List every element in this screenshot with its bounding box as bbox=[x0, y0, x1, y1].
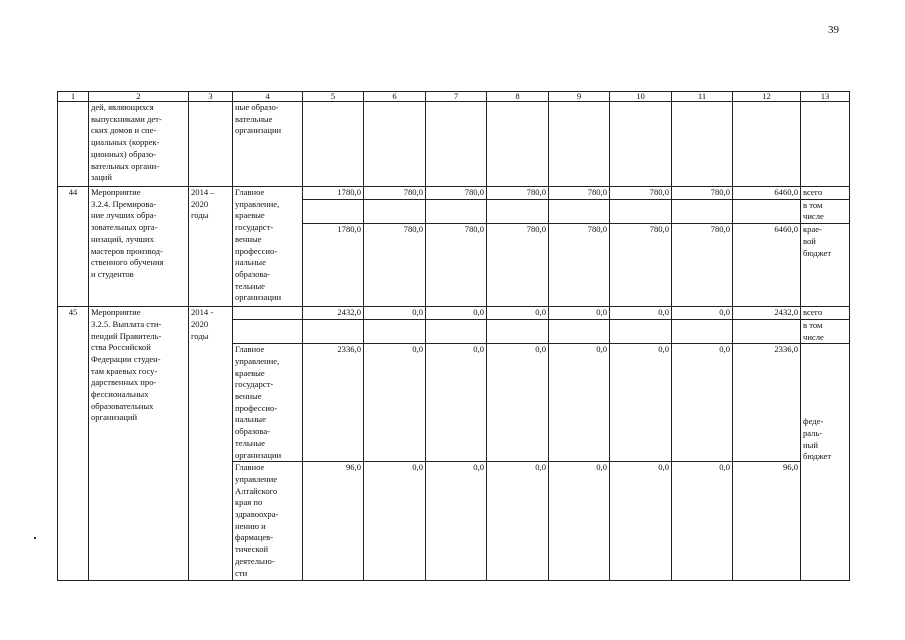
value-cell: 0,0 bbox=[364, 344, 426, 462]
cell-empty bbox=[549, 199, 610, 223]
activity-name-cell: Мероприятие 3.2.4. Премирова- ние лучших обра- зовательных орга- низаций, лучших мастеров производ- ственного обучения и студентов bbox=[89, 187, 189, 307]
table-row-continuation bbox=[58, 102, 850, 187]
cell-empty bbox=[610, 319, 672, 343]
value-cell: 780,0 bbox=[487, 224, 549, 307]
value-cell: 0,0 bbox=[610, 344, 672, 462]
funding-source-cell: всего bbox=[801, 187, 850, 200]
cell-empty bbox=[549, 102, 610, 187]
cell-empty bbox=[610, 102, 672, 187]
value-cell: 0,0 bbox=[672, 462, 733, 581]
value-cell: 2336,0 bbox=[733, 344, 801, 462]
cell-empty bbox=[364, 319, 426, 343]
value-cell: 780,0 bbox=[487, 187, 549, 200]
value-cell: 0,0 bbox=[364, 307, 426, 320]
column-header: 2 bbox=[89, 92, 189, 102]
cell-empty bbox=[58, 102, 89, 187]
executor-cell: Главное управление, краевые государст- венные профессио- нальные образова- тельные организации bbox=[233, 344, 303, 462]
cell-empty bbox=[487, 102, 549, 187]
cell-empty bbox=[303, 199, 364, 223]
cell-empty bbox=[672, 319, 733, 343]
cell-empty bbox=[364, 102, 426, 187]
column-header: 8 bbox=[487, 92, 549, 102]
cell-empty bbox=[426, 102, 487, 187]
column-header: 5 bbox=[303, 92, 364, 102]
value-cell: 2336,0 bbox=[303, 344, 364, 462]
table-row-44-total bbox=[58, 187, 850, 200]
value-cell: 2432,0 bbox=[733, 307, 801, 320]
activity-name-cell: Мероприятие 3.2.5. Выплата сти- пендий Правитель- ства Российской Федерации студен- там краевых госу- дарственных про- фессиональных образовательных организаций bbox=[89, 307, 189, 581]
cell-empty bbox=[303, 319, 364, 343]
value-cell: 6460,0 bbox=[733, 187, 801, 200]
funding-source-cell: всего bbox=[801, 307, 850, 320]
value-cell: 0,0 bbox=[672, 344, 733, 462]
cell-empty bbox=[426, 319, 487, 343]
column-header: 9 bbox=[549, 92, 610, 102]
value-cell: 780,0 bbox=[364, 187, 426, 200]
page-number: 39 bbox=[828, 24, 839, 36]
cell-empty bbox=[733, 199, 801, 223]
cell-empty bbox=[487, 199, 549, 223]
value-cell: 1780,0 bbox=[303, 224, 364, 307]
cell-empty bbox=[610, 199, 672, 223]
column-header: 3 bbox=[189, 92, 233, 102]
value-cell: 780,0 bbox=[610, 187, 672, 200]
row-number-cell: 45 bbox=[58, 307, 89, 581]
value-cell: 0,0 bbox=[487, 462, 549, 581]
cell-empty bbox=[303, 102, 364, 187]
column-number-row bbox=[58, 92, 850, 102]
scan-speck bbox=[34, 537, 36, 539]
row-number-cell: 44 bbox=[58, 187, 89, 307]
column-header: 13 bbox=[801, 92, 850, 102]
value-cell: 780,0 bbox=[364, 224, 426, 307]
value-cell: 0,0 bbox=[426, 344, 487, 462]
value-cell: 0,0 bbox=[364, 462, 426, 581]
cell-empty bbox=[233, 307, 303, 320]
continuation-executor-cell: ные образо- вательные организации bbox=[233, 102, 303, 187]
value-cell: 780,0 bbox=[672, 224, 733, 307]
executor-cell: Главное управление, краевые государст- венные профессио- нальные образова- тельные организации bbox=[233, 187, 303, 307]
cell-empty bbox=[801, 102, 850, 187]
value-cell: 0,0 bbox=[487, 307, 549, 320]
value-cell: 780,0 bbox=[549, 224, 610, 307]
cell-empty bbox=[487, 319, 549, 343]
value-cell: 0,0 bbox=[672, 307, 733, 320]
funding-source-cell: крае- вой бюджет bbox=[801, 224, 850, 307]
value-cell: 96,0 bbox=[303, 462, 364, 581]
value-cell: 780,0 bbox=[672, 187, 733, 200]
cell-empty bbox=[733, 102, 801, 187]
value-cell: 0,0 bbox=[610, 462, 672, 581]
cell-empty bbox=[364, 199, 426, 223]
period-cell: 2014 – 2020 годы bbox=[189, 187, 233, 307]
value-cell: 6460,0 bbox=[733, 224, 801, 307]
cell-empty bbox=[672, 199, 733, 223]
cell-empty bbox=[189, 102, 233, 187]
column-header: 1 bbox=[58, 92, 89, 102]
value-cell: 780,0 bbox=[426, 224, 487, 307]
cell-empty bbox=[672, 102, 733, 187]
funding-source-cell: в том числе bbox=[801, 319, 850, 343]
column-header: 4 bbox=[233, 92, 303, 102]
executor-cell: Главное управление Алтайского края по здравоохра- нению и фармацев- тической деятельно- сти bbox=[233, 462, 303, 581]
column-header: 12 bbox=[733, 92, 801, 102]
cell-empty bbox=[549, 319, 610, 343]
funding-source-cell: в том числе bbox=[801, 199, 850, 223]
value-cell: 0,0 bbox=[610, 307, 672, 320]
cell-empty bbox=[733, 319, 801, 343]
value-cell: 0,0 bbox=[426, 307, 487, 320]
value-cell: 780,0 bbox=[610, 224, 672, 307]
value-cell: 780,0 bbox=[426, 187, 487, 200]
value-cell: 780,0 bbox=[549, 187, 610, 200]
column-header: 10 bbox=[610, 92, 672, 102]
column-header: 7 bbox=[426, 92, 487, 102]
cell-empty bbox=[426, 199, 487, 223]
value-cell: 0,0 bbox=[549, 307, 610, 320]
continuation-name-cell: дей, являющихся выпускниками дет- ских домов и спе- циальных (коррек- ционных) образо- вательных органи- заций bbox=[89, 102, 189, 187]
value-cell: 0,0 bbox=[549, 462, 610, 581]
column-header: 11 bbox=[672, 92, 733, 102]
value-cell: 1780,0 bbox=[303, 187, 364, 200]
funding-source-cell: феде- раль- ный бюджет bbox=[801, 344, 850, 581]
period-cell: 2014 - 2020 годы bbox=[189, 307, 233, 581]
value-cell: 2432,0 bbox=[303, 307, 364, 320]
value-cell: 0,0 bbox=[549, 344, 610, 462]
value-cell: 96,0 bbox=[733, 462, 801, 581]
value-cell: 0,0 bbox=[426, 462, 487, 581]
cell-empty bbox=[233, 319, 303, 343]
value-cell: 0,0 bbox=[487, 344, 549, 462]
table-row-45-total bbox=[58, 307, 850, 320]
program-activities-table bbox=[57, 91, 850, 581]
column-header: 6 bbox=[364, 92, 426, 102]
